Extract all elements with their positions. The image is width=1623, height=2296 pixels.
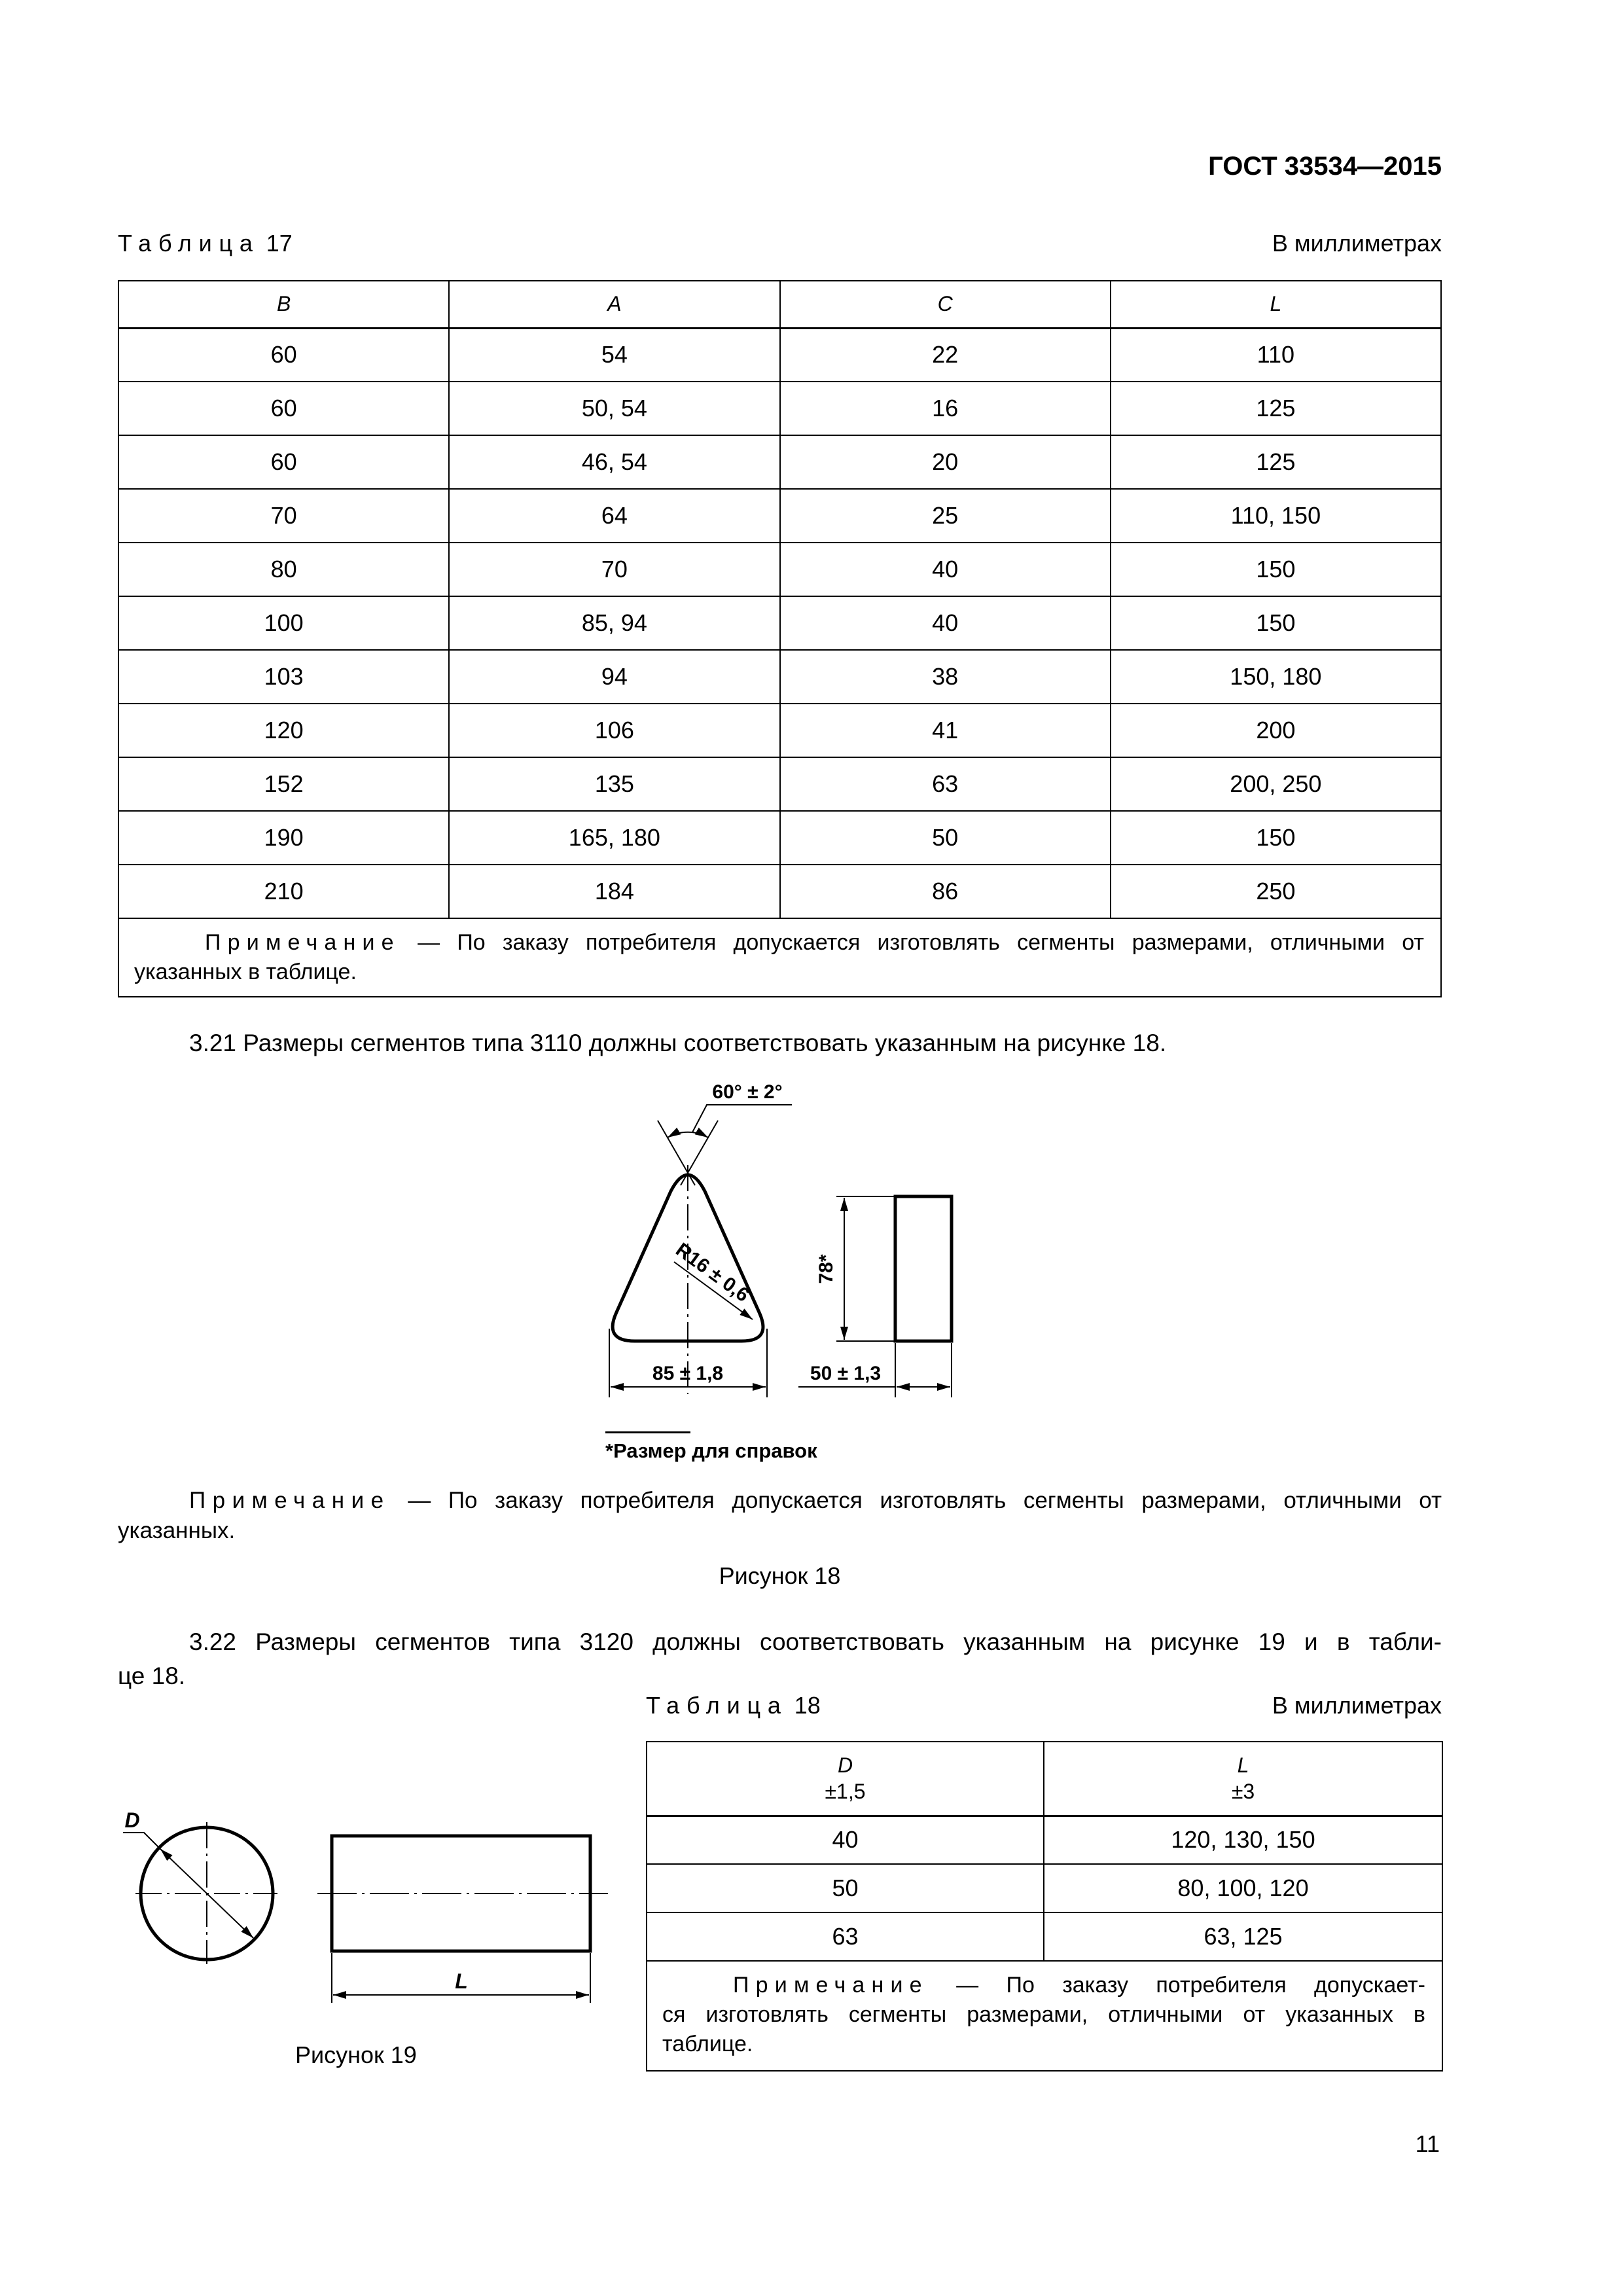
figure19-caption: Рисунок 19	[295, 2041, 417, 2068]
table17-caption-label: Таблица	[118, 230, 260, 257]
note-line: указанных в таблице.	[134, 960, 357, 984]
note-line	[118, 1486, 1442, 1516]
table-cell: 200, 250	[1111, 757, 1441, 811]
table17	[118, 280, 1442, 997]
table-cell: 200	[1111, 704, 1441, 757]
figure18-drawing	[576, 1067, 995, 1433]
figure18-caption: Рисунок 18	[719, 1562, 841, 1589]
table-cell: 50, 54	[449, 382, 779, 435]
table-cell: 110	[1111, 328, 1441, 382]
angle-leader	[692, 1105, 792, 1132]
table-cell: 63, 125	[1044, 1912, 1442, 1961]
table-cell: 25	[780, 489, 1111, 543]
note-line	[662, 1971, 1425, 2000]
table-cell: 46, 54	[449, 435, 779, 489]
document-code: ГОСТ 33534—2015	[1208, 152, 1442, 181]
table18-caption	[646, 1691, 821, 1720]
table-row	[118, 811, 1441, 865]
paragraph-line: 3.21 Размеры сегментов типа 3110 должны соответствовать указанным на рисунке 18.	[189, 1030, 1167, 1056]
table-cell: 135	[449, 757, 779, 811]
table-row	[118, 435, 1441, 489]
table-row	[118, 328, 1441, 382]
note-text: — По заказу потребителя допускает-	[956, 1973, 1425, 1998]
diameter-label: D	[124, 1808, 140, 1832]
table-cell: 60	[118, 328, 449, 382]
table18-units: В миллиметрах	[1272, 1692, 1442, 1719]
note-label: Примечание	[205, 930, 401, 955]
table17-caption-number: 17	[266, 230, 293, 257]
table-cell: 150	[1111, 596, 1441, 650]
table-cell: 54	[449, 328, 779, 382]
table-cell: 50	[780, 811, 1111, 865]
table-row	[118, 382, 1441, 435]
column-header-b: B	[118, 281, 449, 328]
table-row	[647, 1912, 1442, 1961]
table-row	[118, 489, 1441, 543]
table-cell: 41	[780, 704, 1111, 757]
table18-note	[647, 1961, 1442, 2071]
table-row	[118, 650, 1441, 704]
paragraph-3-22	[118, 1625, 1442, 1693]
table-cell: 106	[449, 704, 779, 757]
table-cell: 110, 150	[1111, 489, 1441, 543]
table-cell: 210	[118, 865, 449, 918]
column-header-d	[647, 1742, 1044, 1816]
table17-units: В миллиметрах	[1272, 230, 1442, 257]
table-cell: 50	[647, 1864, 1044, 1912]
table17-body	[118, 328, 1441, 918]
note-label: Примечание	[733, 1973, 929, 1998]
column-name: D	[837, 1753, 853, 1778]
table-cell: 120	[118, 704, 449, 757]
table-cell: 40	[647, 1816, 1044, 1864]
page-number: 11	[1415, 2130, 1440, 2157]
table-cell: 250	[1111, 865, 1441, 918]
paragraph-line: це 18.	[118, 1662, 186, 1689]
column-name: L	[1237, 1753, 1249, 1778]
segment-side-view	[895, 1196, 952, 1341]
angle-line-right	[681, 1121, 718, 1185]
table17-note	[118, 918, 1441, 997]
table18-note-row	[647, 1961, 1442, 2071]
table-cell: 22	[780, 328, 1111, 382]
table18-caption-label: Таблица	[646, 1692, 788, 1719]
table18-caption-number: 18	[794, 1692, 821, 1719]
table18-body	[647, 1816, 1442, 1961]
paragraph-3-21	[118, 1026, 1442, 1060]
paragraph-line: 3.22 Размеры сегментов типа 3120 должны соответствовать указанным на рисунке 19 и в табли-	[189, 1628, 1442, 1655]
column-header-l: L	[1111, 281, 1441, 328]
table-cell: 152	[118, 757, 449, 811]
table-header-row	[647, 1742, 1442, 1816]
note-line: таблице.	[662, 2032, 753, 2056]
table-cell: 85, 94	[449, 596, 779, 650]
table-row	[118, 704, 1441, 757]
note-line	[134, 928, 1424, 958]
table17-caption	[118, 229, 293, 258]
column-header-a: A	[449, 281, 779, 328]
table-cell: 64	[449, 489, 779, 543]
table-row	[118, 757, 1441, 811]
table-cell: 40	[780, 596, 1111, 650]
table18	[646, 1741, 1443, 2072]
table-cell: 125	[1111, 382, 1441, 435]
figure18-note	[118, 1486, 1442, 1546]
table-cell: 70	[118, 489, 449, 543]
table-cell: 60	[118, 435, 449, 489]
table-cell: 165, 180	[449, 811, 779, 865]
table-cell: 120, 130, 150	[1044, 1816, 1442, 1864]
length-label: L	[455, 1969, 468, 1993]
table-row	[118, 543, 1441, 596]
note-text: — По заказу потребителя допускается изготовлять сегменты размерами, отличными от	[418, 930, 1424, 955]
table-cell: 100	[118, 596, 449, 650]
table-cell: 94	[449, 650, 779, 704]
radius-label: R16 ± 0,6	[671, 1238, 753, 1306]
table-cell: 103	[118, 650, 449, 704]
table-cell: 150, 180	[1111, 650, 1441, 704]
angle-line-left	[658, 1121, 695, 1185]
table-row	[647, 1816, 1442, 1864]
table-cell: 60	[118, 382, 449, 435]
table-cell: 150	[1111, 811, 1441, 865]
table-cell: 40	[780, 543, 1111, 596]
column-header-l	[1044, 1742, 1442, 1816]
table-cell: 70	[449, 543, 779, 596]
table-cell: 150	[1111, 543, 1441, 596]
column-tolerance: ±3	[1231, 1780, 1255, 1804]
note-label: Примечание	[189, 1488, 391, 1513]
height-label: 78*	[815, 1254, 837, 1284]
angle-label: 60° ± 2°	[712, 1081, 783, 1103]
angle-arc	[668, 1132, 708, 1138]
footnote-rule	[605, 1431, 690, 1433]
table-row	[647, 1864, 1442, 1912]
note-text: — По заказу потребителя допускается изготовлять сегменты размерами, отличными от	[408, 1488, 1442, 1513]
table17-note-row	[118, 918, 1441, 997]
note-line: указанных.	[118, 1518, 236, 1543]
diameter-leader	[123, 1833, 160, 1849]
column-tolerance: ±1,5	[825, 1780, 866, 1804]
table-row	[118, 596, 1441, 650]
table-cell: 63	[780, 757, 1111, 811]
thickness-label: 50 ± 1,3	[810, 1363, 882, 1384]
table-cell: 20	[780, 435, 1111, 489]
table-cell: 184	[449, 865, 779, 918]
table-cell: 38	[780, 650, 1111, 704]
figure18-footnote: *Размер для справок	[605, 1439, 817, 1462]
table-cell: 86	[780, 865, 1111, 918]
note-line: ся изготовлять сегменты размерами, отличными от указанных в	[662, 2002, 1425, 2027]
table-cell: 63	[647, 1912, 1044, 1961]
table-cell: 125	[1111, 435, 1441, 489]
figure19-drawing	[118, 1793, 615, 2022]
table-header-row	[118, 281, 1441, 328]
width-label: 85 ± 1,8	[652, 1363, 724, 1384]
table-row	[118, 865, 1441, 918]
table-cell: 16	[780, 382, 1111, 435]
column-header-c: C	[780, 281, 1111, 328]
table-cell: 80	[118, 543, 449, 596]
table-cell: 80, 100, 120	[1044, 1864, 1442, 1912]
table-cell: 190	[118, 811, 449, 865]
